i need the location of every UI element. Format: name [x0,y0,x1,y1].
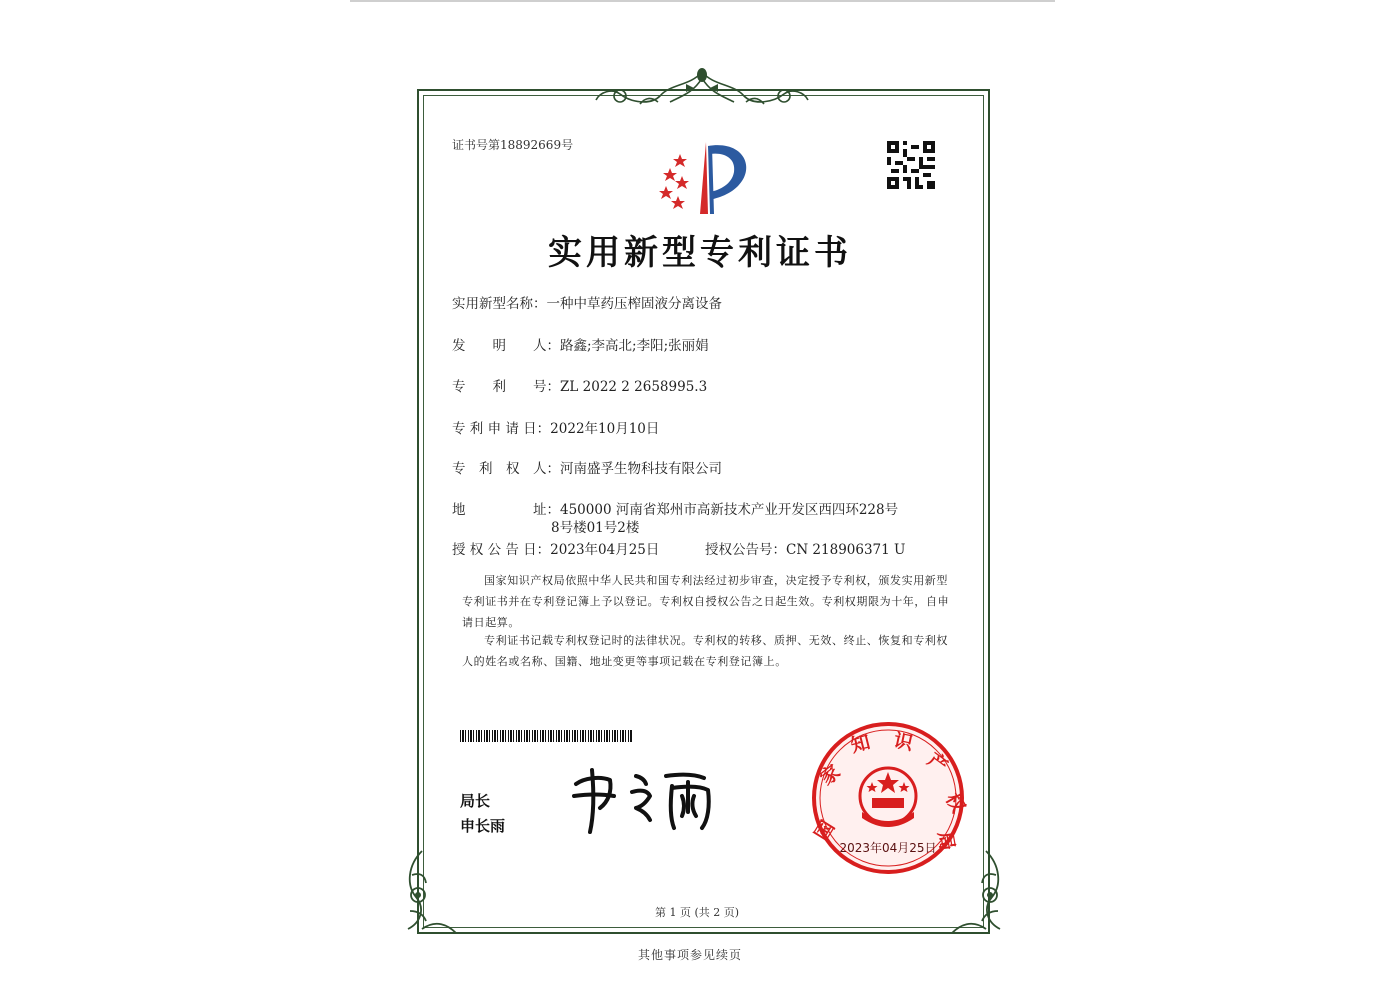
field-label: 发 明 人： [452,338,560,354]
svg-text:局: 局 [933,829,959,853]
legal-statement-paragraph-1 [462,570,962,633]
svg-text:产: 产 [923,748,952,778]
continued-note: 其他事项参见续页 [638,948,743,962]
text-line: 人的姓名或名称、国籍、地址变更等事项记载在专利登记簿上。 [462,655,787,668]
field-value: 2022年10月10日 [550,421,660,437]
svg-text:国: 国 [810,816,840,845]
field-value: 路鑫;李高北;李阳;张丽娟 [560,338,709,354]
field-label: 地 址： [452,502,560,518]
field-inventor [452,334,709,354]
field-address-line2: 8号楼01号2楼 [551,520,640,536]
page-indicator: 第 1 页 (共 2 页) [655,906,740,919]
signatory-title: 局长 [460,792,491,810]
field-label: 授 权 公 告 日： [452,542,551,558]
field-label: 授权公告号： [705,542,786,558]
field-value: 河南盛孚生物科技有限公司 [560,461,722,477]
seal-date: 2023年04月25日 [839,841,937,855]
field-value: 2023年04月25日 [550,542,660,558]
field-grant-number [705,538,905,558]
official-seal-stamp [804,716,972,876]
field-grant-date [452,538,659,558]
field-patent-number [452,375,707,395]
field-label: 专 利 号： [452,379,560,395]
field-value: 450000 河南省郑州市高新技术产业开发区西四环228号 [560,502,899,518]
svg-text:识: 识 [891,729,915,755]
legal-statement-paragraph-2 [462,630,962,672]
text-line: 国家知识产权局依照中华人民共和国专利法经过初步审查，决定授予专利权，颁发实用新型 [484,574,948,587]
signatory-name: 申长雨 [460,817,506,835]
field-patentee [452,457,722,477]
text-line: 专利证书记载专利权登记时的法律状况。专利权的转移、质押、无效、终止、恢复和专利权 [484,634,948,647]
certificate-title: 实用新型专利证书 [548,233,852,273]
field-label: 实用新型名称： [452,296,547,312]
field-value: CN 218906371 U [786,542,906,558]
barcode [460,730,632,742]
field-value: ZL 2022 2 2658995.3 [560,379,708,395]
top-scroll-ornament [590,66,815,112]
qr-code [887,141,935,189]
certificate-number: 证书号第18892669号 [452,138,574,152]
field-address [452,498,898,518]
text-line: 专利证书并在专利登记簿上予以登记。专利权自授权公告之日起生效。专利权期限为十年，自申 [462,595,950,608]
field-label: 专 利 申 请 日： [452,421,551,437]
svg-text:家: 家 [816,760,845,790]
text-line: 请日起算。 [462,616,520,629]
svg-text:知: 知 [848,731,873,758]
svg-text:权: 权 [940,789,970,817]
field-utility-model-name [452,292,722,312]
field-value: 一种中草药压榨固液分离设备 [546,296,722,312]
field-filing-date [452,417,659,437]
cnipa-logo-icon [652,138,756,216]
handwritten-signature [570,762,720,838]
bottom-left-corner-ornament [398,845,468,935]
field-label: 专 利 权 人： [452,461,560,477]
